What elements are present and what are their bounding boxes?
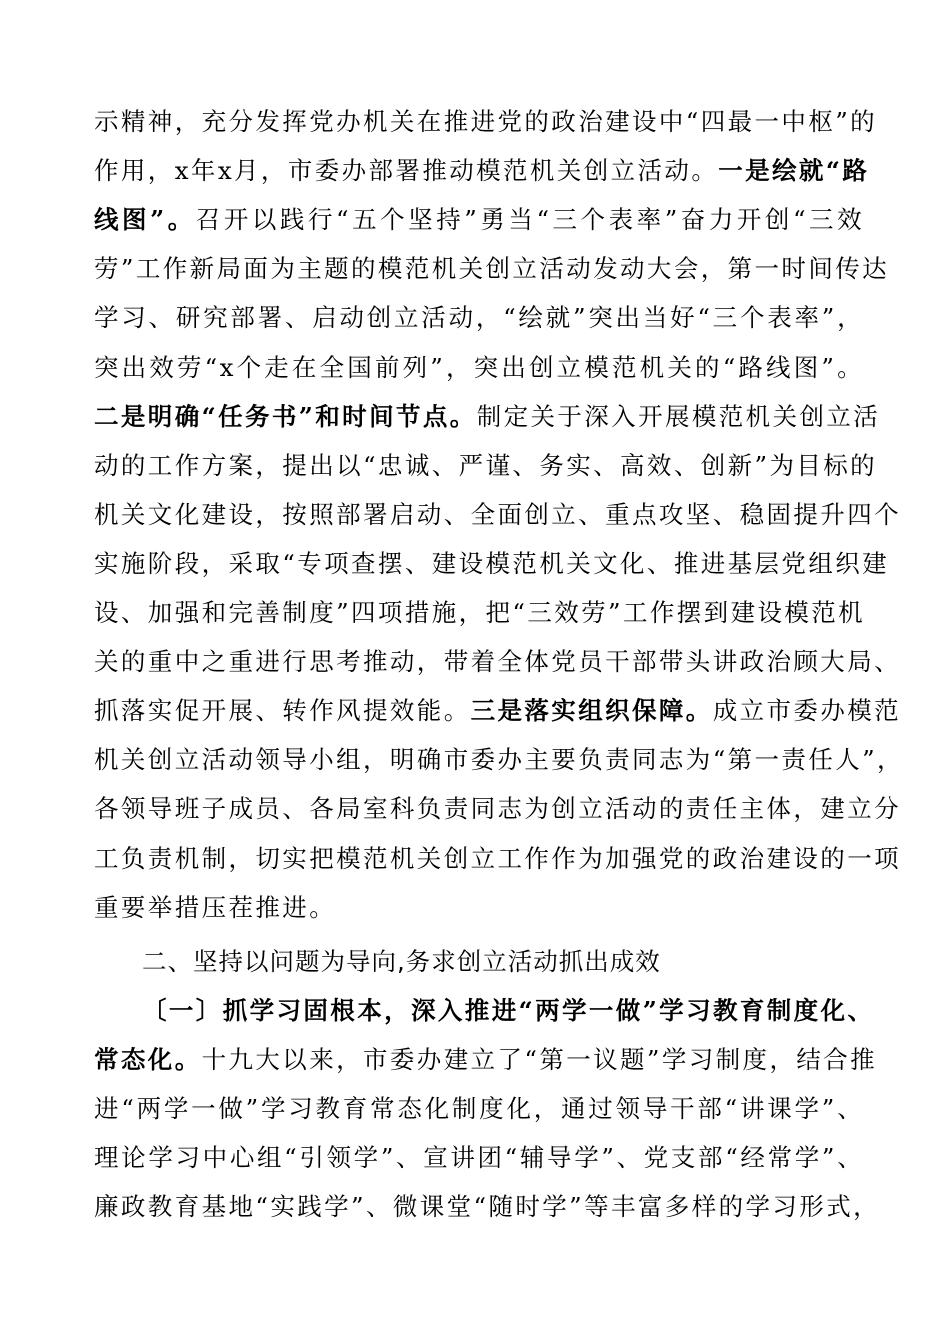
text-line xyxy=(94,450,878,482)
text-line xyxy=(94,106,878,138)
text-segment: 抓落实促开展、转作风提效能。 xyxy=(94,696,471,726)
text-line xyxy=(94,744,904,776)
text-segment: 学习、研究部署、启动创立活动，“绘就”突出当好“三个表率”， xyxy=(94,303,864,333)
text-segment: 设、加强和完善制度”四项措施，把“三效劳”工作摆到建设模范机 xyxy=(94,598,866,627)
text-line xyxy=(94,499,901,531)
text-segment: 机关文化建设，按照部署启动、全面创立、重点攻坚、稳固提升四个 xyxy=(94,499,901,529)
text-segment: 示精神，充分发挥党办机关在推进党的政治建设中“四最一中枢”的 xyxy=(94,107,878,136)
text-line xyxy=(94,204,864,236)
section-heading: 二、坚持以问题为导向,务求创立活动抓出成效 xyxy=(142,946,661,976)
text-line xyxy=(94,1142,864,1174)
text-segment: 重要举措压茬推进。 xyxy=(94,892,337,922)
text-segment: 召开以践行“五个坚持”勇当“三个表率”奋力开创“三效 xyxy=(195,205,864,235)
text-segment: 十九大以来，市委办建立了“第一议题”学习制度，结合推 xyxy=(201,1044,878,1074)
text-segment: 动的工作方案，提出以“忠诚、严谨、务实、高效、创新”为目标的 xyxy=(94,450,878,480)
text-line xyxy=(94,843,901,875)
bold-text-segment: 线图”。 xyxy=(94,205,196,235)
text-line xyxy=(94,793,901,825)
text-segment: 理论学习中心组“引领学”、宣讲团“辅导学”、党支部“经常学”、 xyxy=(94,1143,864,1173)
text-line xyxy=(94,253,890,285)
text-line xyxy=(94,401,881,433)
bold-text-segment: 三是落实组织保障。 xyxy=(470,696,713,726)
text-segment: 工负责机制，切实把模范机关创立工作作为加强党的政治建设的一项 xyxy=(94,843,901,873)
text-segment: 进“两学一做”学习教育常态化制度化，通过领导干部“讲课学”、 xyxy=(94,1094,864,1123)
text-segment: 各领导班子成员、各局室科负责同志为创立活动的责任主体，建立分 xyxy=(94,794,901,824)
text-line xyxy=(94,352,864,384)
text-line xyxy=(94,1044,878,1076)
text-segment: 制定关于深入开展模范机关创立活 xyxy=(476,401,881,431)
text-line xyxy=(94,646,901,678)
text-line xyxy=(94,1093,864,1125)
text-segment: 机关创立活动领导小组，明确市委办主要负责同志为“第一责任人”， xyxy=(94,745,904,775)
text-segment: 关的重中之重进行思考推动，带着全体党员干部带头讲政治顾大局、 xyxy=(94,647,901,677)
text-line xyxy=(94,548,890,580)
bold-text-segment: 常态化。 xyxy=(94,1044,202,1074)
text-segment: 实施阶段，采取“专项查摆、建设模范机关文化、推进基层党组织建 xyxy=(94,548,890,578)
text-segment: 作用，x年x月，市委办部署推动模范机关创立活动。 xyxy=(94,156,719,186)
text-line xyxy=(94,892,864,924)
text-segment: 突出效劳“x个走在全国前列”，突出创立模范机关的“路线图”。 xyxy=(94,352,864,382)
bold-text-segment: 一是绘就“路 xyxy=(718,156,870,186)
text-line xyxy=(94,597,864,629)
text-line xyxy=(94,302,864,334)
text-segment: 廉政教育基地“实践学”、微课堂“随时学”等丰富多样的学习形式， xyxy=(94,1192,880,1222)
text-segment: 成立市委办模范 xyxy=(712,696,902,726)
text-line xyxy=(94,695,902,727)
text-line xyxy=(94,155,870,187)
text-line xyxy=(142,995,875,1027)
bold-text-segment: 二是明确“任务书”和时间节点。 xyxy=(94,401,477,431)
bold-text-segment: 〔一〕抓学习固根本，深入推进“两学一做”学习教育制度化、 xyxy=(142,995,875,1025)
text-segment: 劳”工作新局面为主题的模范机关创立活动发动大会，第一时间传达 xyxy=(94,254,890,284)
text-line xyxy=(94,1191,880,1223)
